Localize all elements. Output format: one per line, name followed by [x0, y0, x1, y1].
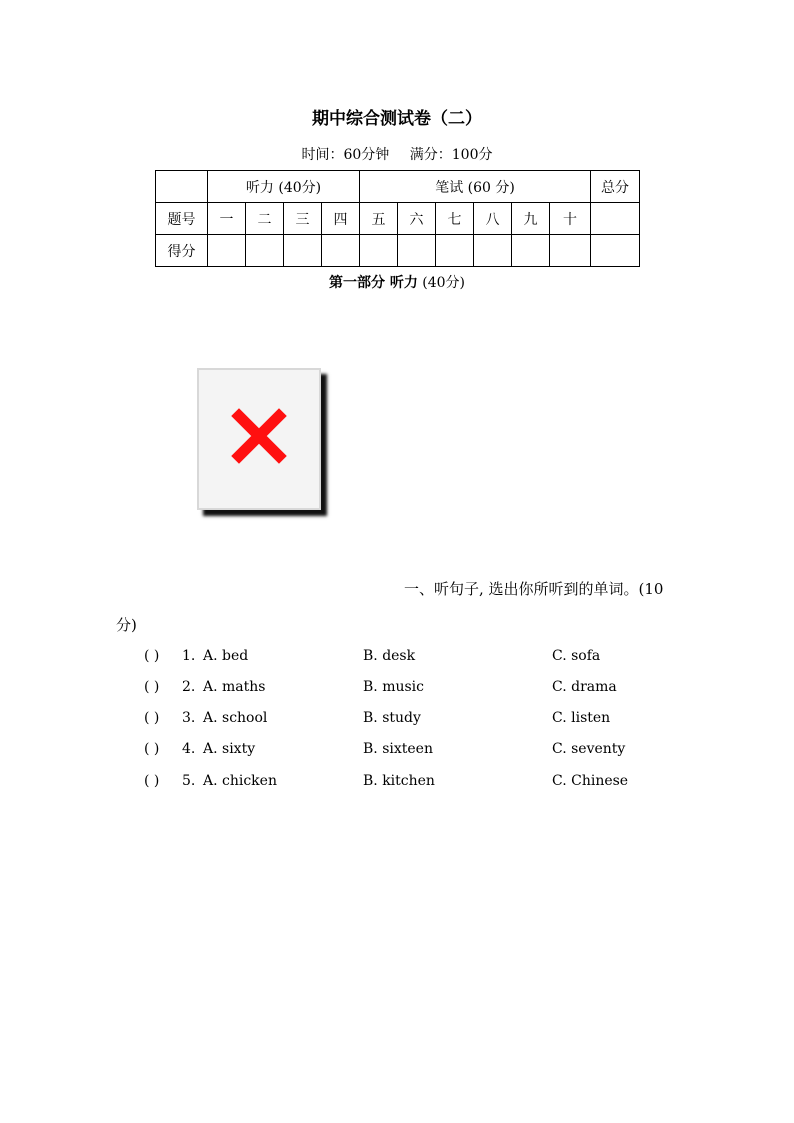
option-c: C. sofa — [552, 648, 601, 664]
broken-image-icon — [229, 406, 289, 466]
option-b: B. study — [363, 710, 421, 726]
row-label-question: 题号 — [156, 203, 208, 235]
header-writing: 笔试 (60 分) — [360, 171, 591, 203]
row-label-score: 得分 — [156, 235, 208, 267]
answer-blank: ( ) — [144, 741, 160, 757]
question-number-cell: 一 — [208, 203, 246, 235]
score-cell — [284, 235, 322, 267]
option-a: A. chicken — [203, 773, 277, 789]
question-number: 4. — [182, 741, 196, 757]
part-one-title — [0, 272, 794, 292]
section-one-instruction: 一、听句子, 选出你所听到的单词。(10 — [404, 580, 664, 598]
question-number-cell: 五 — [360, 203, 398, 235]
score-table — [155, 170, 640, 267]
question-item — [0, 741, 794, 761]
score-cell — [208, 235, 246, 267]
question-number-cell: 八 — [474, 203, 512, 235]
score-row — [156, 235, 640, 267]
question-item — [0, 773, 794, 793]
part-one-label: 第一部分 听力 — [328, 275, 418, 291]
score-cell — [398, 235, 436, 267]
option-b: B. kitchen — [363, 773, 435, 789]
header-total: 总分 — [591, 171, 640, 203]
question-number-cell: 二 — [246, 203, 284, 235]
question-number: 3. — [182, 710, 196, 726]
broken-image-placeholder — [197, 368, 321, 510]
question-number-cell: 十 — [550, 203, 591, 235]
header-blank-cell — [156, 171, 208, 203]
score-cell — [512, 235, 550, 267]
option-a: A. sixty — [203, 741, 256, 757]
question-number-cell: 三 — [284, 203, 322, 235]
exam-full-score: 满分：100分 — [409, 147, 493, 163]
question-number-cell: 六 — [398, 203, 436, 235]
question-number: 2. — [182, 679, 196, 695]
section-one-instruction-continued: 分) — [116, 616, 137, 634]
question-number-cell: 七 — [436, 203, 474, 235]
total-blank-cell — [591, 203, 640, 235]
option-c: C. listen — [552, 710, 611, 726]
answer-blank: ( ) — [144, 648, 160, 664]
answer-blank: ( ) — [144, 773, 160, 789]
score-cell — [322, 235, 360, 267]
option-a: A. school — [203, 710, 268, 726]
exam-info — [0, 144, 794, 164]
answer-blank: ( ) — [144, 710, 160, 726]
question-item — [0, 710, 794, 730]
question-number: 1. — [182, 648, 196, 664]
answer-blank: ( ) — [144, 679, 160, 695]
score-cell — [246, 235, 284, 267]
score-cell — [474, 235, 512, 267]
exam-time: 时间：60分钟 — [301, 147, 390, 163]
score-table-header-row — [156, 171, 640, 203]
score-cell — [360, 235, 398, 267]
option-b: B. sixteen — [363, 741, 433, 757]
option-c: C. seventy — [552, 741, 626, 757]
option-a: A. bed — [203, 648, 249, 664]
question-item — [0, 648, 794, 668]
score-cell — [550, 235, 591, 267]
score-cell — [436, 235, 474, 267]
question-number: 5. — [182, 773, 196, 789]
score-cell — [591, 235, 640, 267]
question-number-row — [156, 203, 640, 235]
option-b: B. music — [363, 679, 424, 695]
part-one-points: (40分) — [422, 275, 466, 291]
option-c: C. Chinese — [552, 773, 629, 789]
question-number-cell: 九 — [512, 203, 550, 235]
page-title: 期中综合测试卷（二） — [312, 109, 482, 129]
option-b: B. desk — [363, 648, 416, 664]
question-item — [0, 679, 794, 699]
option-a: A. maths — [203, 679, 266, 695]
question-number-cell: 四 — [322, 203, 360, 235]
header-listening: 听力 (40分) — [208, 171, 360, 203]
option-c: C. drama — [552, 679, 617, 695]
